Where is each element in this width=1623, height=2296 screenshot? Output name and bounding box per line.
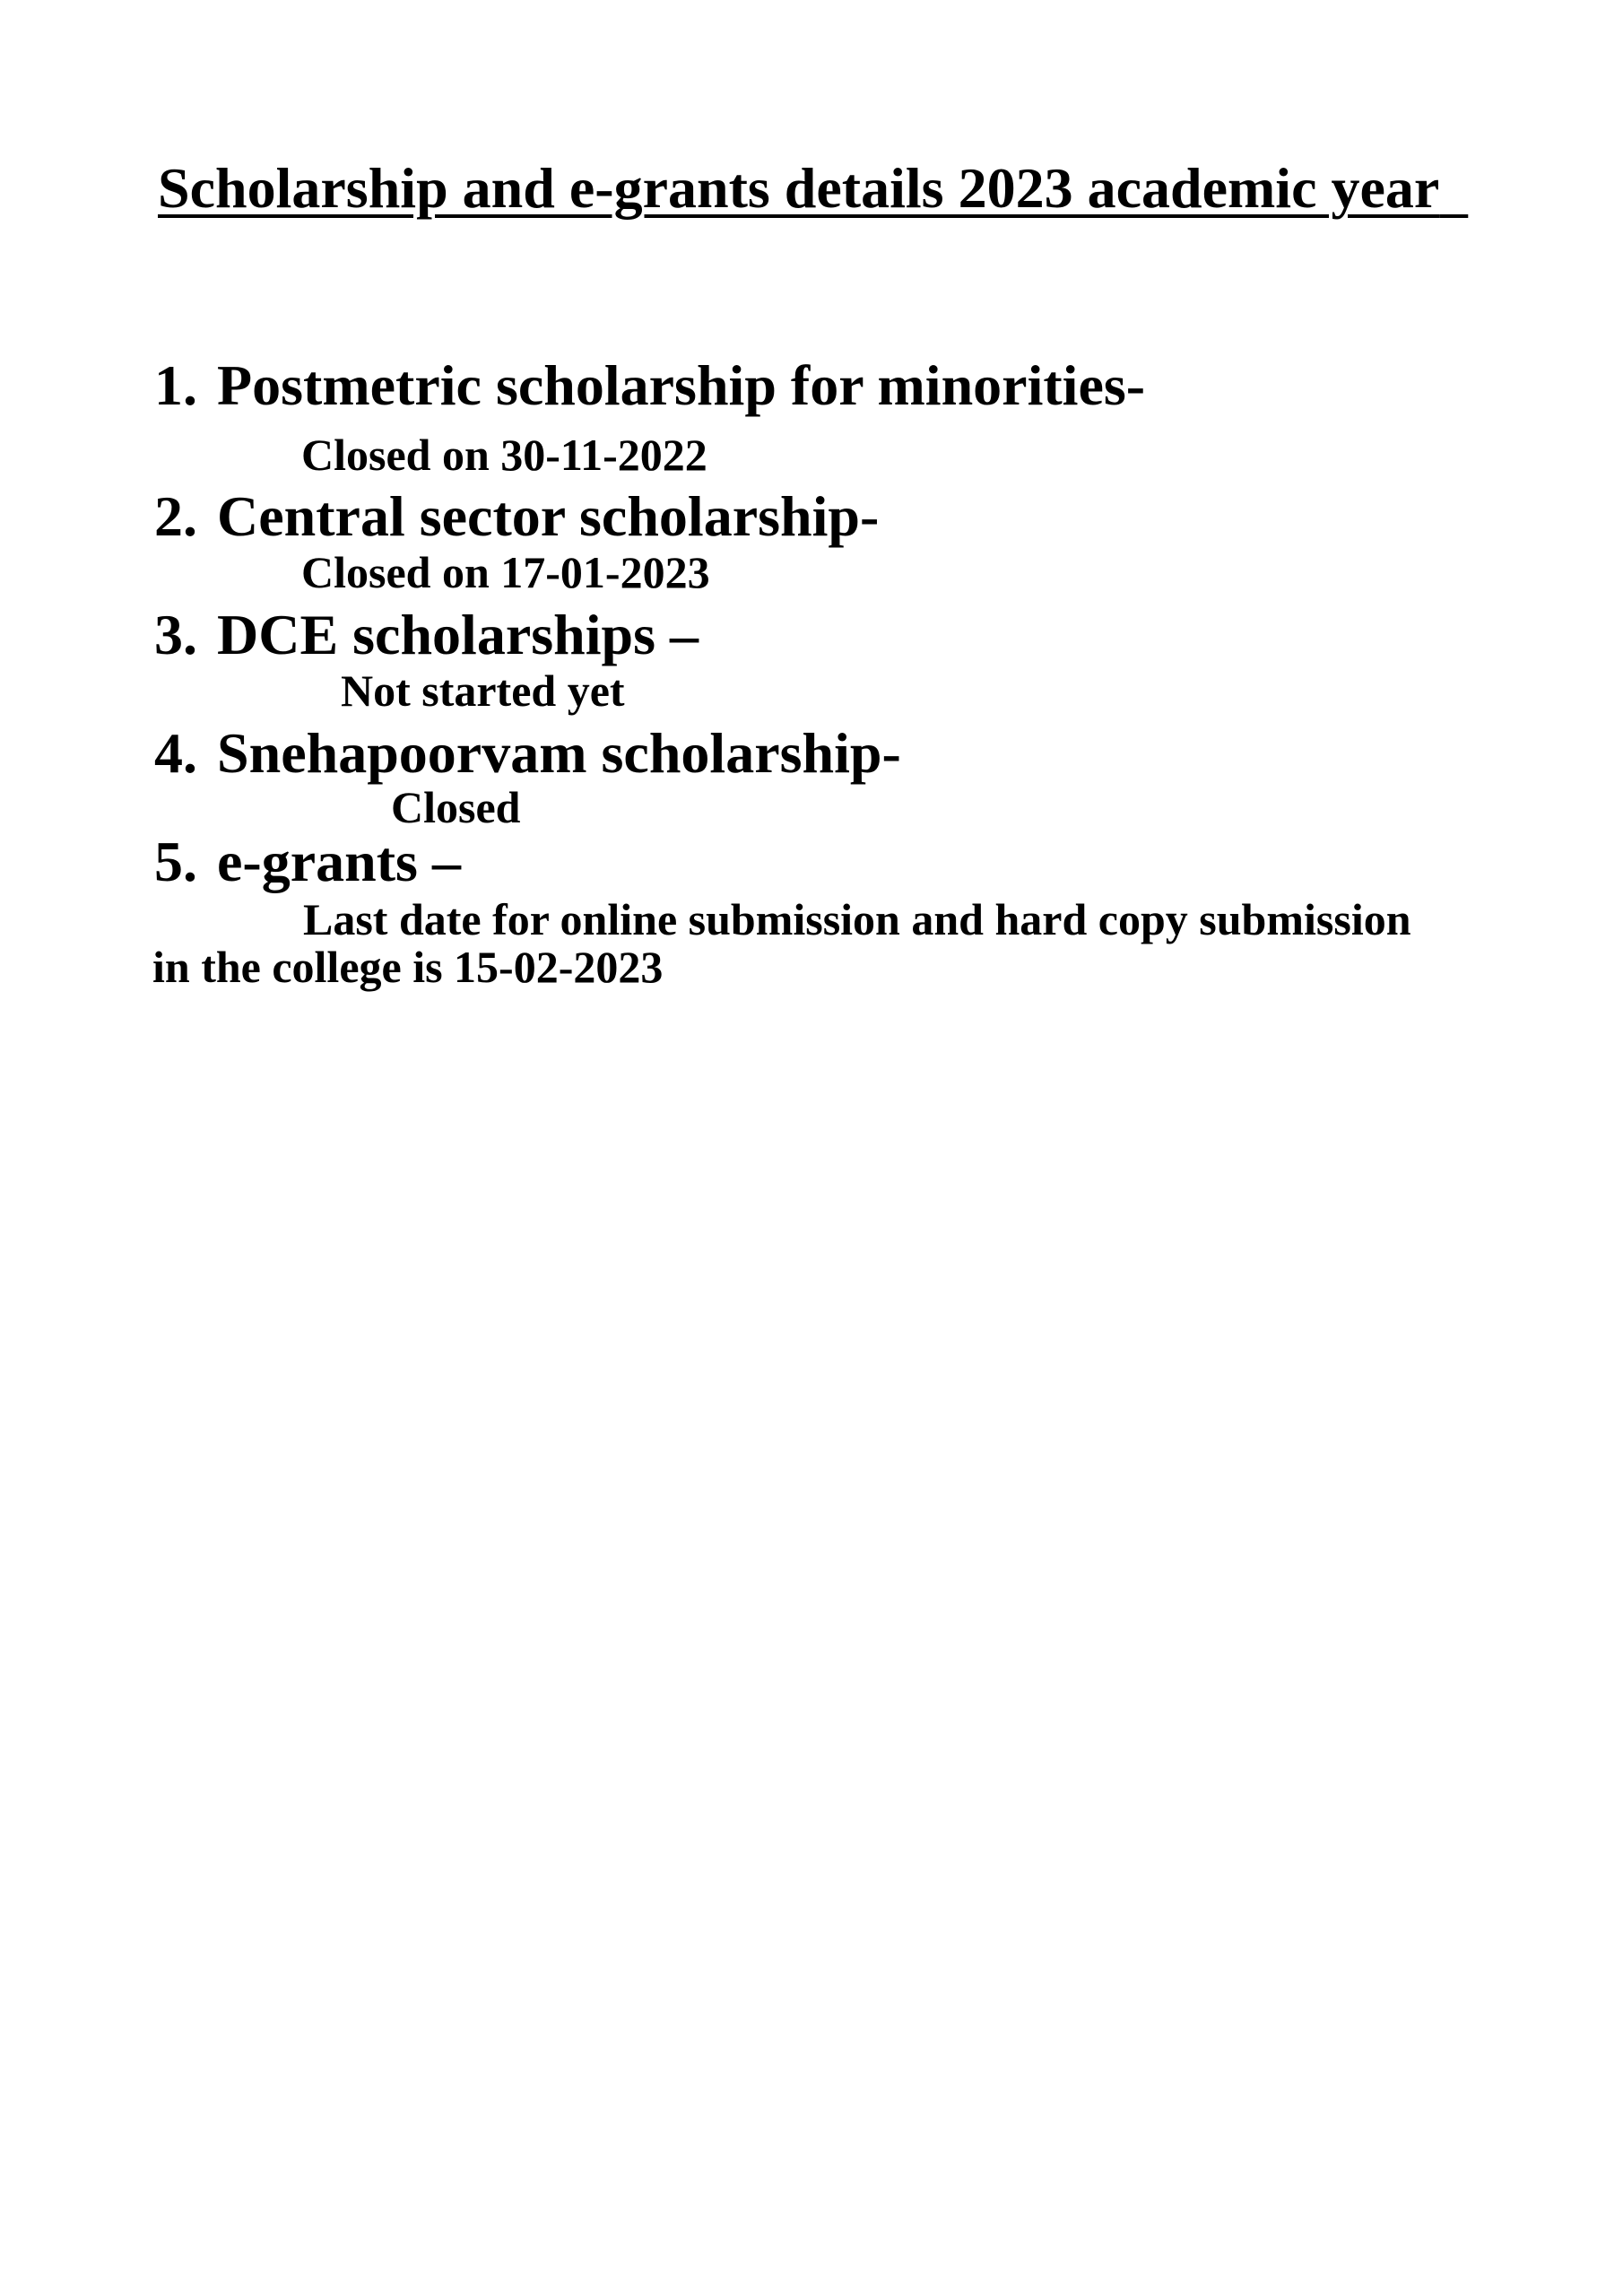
list-item-5-heading xyxy=(154,830,461,893)
list-item-4-number: 4. xyxy=(154,721,197,785)
list-item-2-heading xyxy=(154,484,880,548)
list-item-1-number: 1. xyxy=(154,353,197,417)
list-item-4-heading xyxy=(154,721,901,785)
list-item-2-number: 2. xyxy=(154,484,197,548)
list-item-5-status-line-1: Last date for online submission and hard copy submission xyxy=(303,894,1411,944)
list-item-3-status: Not started yet xyxy=(341,665,625,716)
list-item-1-status: Closed on 30-11-2022 xyxy=(301,430,707,480)
list-item-5-status-line-2: in the college is 15-02-2023 xyxy=(152,942,664,992)
list-item-3-title: DCE scholarships – xyxy=(217,603,699,666)
list-item-2-status: Closed on 17-01-2023 xyxy=(301,547,710,597)
page-title xyxy=(158,156,1468,220)
list-item-3-number: 3. xyxy=(154,603,197,666)
list-item-1-heading xyxy=(154,353,1146,417)
list-item-3-heading xyxy=(154,603,699,666)
page-title-text: Scholarship and e-grants details 2023 academic year xyxy=(158,156,1440,220)
list-item-2-title: Central sector scholarship- xyxy=(217,484,880,548)
list-item-4-status: Closed xyxy=(391,782,521,832)
list-item-5-number: 5. xyxy=(154,830,197,893)
list-item-5-title: e-grants – xyxy=(217,830,461,893)
list-item-4-title: Snehapoorvam scholarship- xyxy=(217,721,901,785)
list-item-1-title: Postmetric scholarship for minorities- xyxy=(217,353,1146,417)
